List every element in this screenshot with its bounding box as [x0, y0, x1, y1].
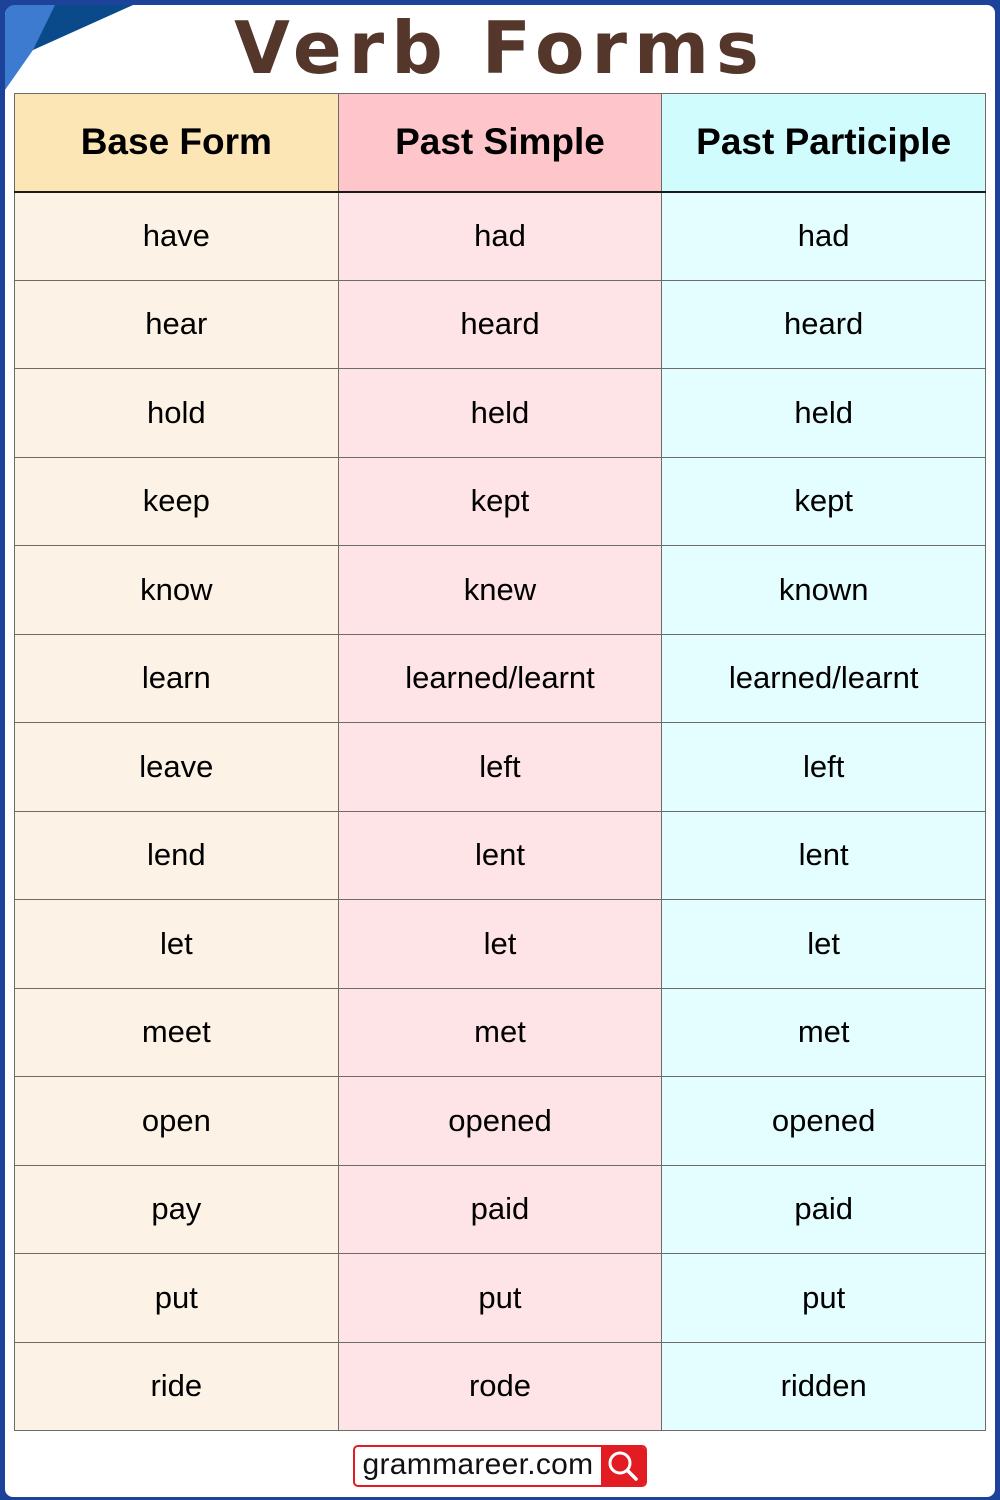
cell-past-simple: left — [338, 723, 662, 812]
table-row — [15, 369, 986, 458]
cell-base-form: have — [15, 192, 339, 281]
cell-base-form: let — [15, 900, 339, 989]
header-past-participle: Past Participle — [662, 94, 986, 192]
site-search-badge[interactable] — [353, 1445, 648, 1487]
cell-past-participle: kept — [662, 457, 986, 546]
search-icon[interactable] — [601, 1447, 645, 1485]
cell-past-participle: had — [662, 192, 986, 281]
cell-past-simple: knew — [338, 546, 662, 635]
cell-past-participle: left — [662, 723, 986, 812]
table-row — [15, 634, 986, 723]
cell-base-form: pay — [15, 1165, 339, 1254]
footer — [5, 1445, 995, 1487]
cell-past-simple: lent — [338, 811, 662, 900]
table-row — [15, 1254, 986, 1343]
table-row — [15, 192, 986, 281]
table-row — [15, 546, 986, 635]
cell-base-form: lend — [15, 811, 339, 900]
page-title: Verb Forms — [234, 6, 766, 90]
table-row — [15, 988, 986, 1077]
site-name: grammareer.com — [362, 1448, 594, 1481]
header-past-simple: Past Simple — [338, 94, 662, 192]
cell-past-participle: let — [662, 900, 986, 989]
cell-base-form: keep — [15, 457, 339, 546]
cell-past-participle: heard — [662, 280, 986, 369]
cell-past-participle: known — [662, 546, 986, 635]
cell-past-participle: put — [662, 1254, 986, 1343]
cell-past-simple: let — [338, 900, 662, 989]
cell-past-participle: opened — [662, 1077, 986, 1166]
page-frame — [5, 5, 995, 1497]
cell-past-simple: put — [338, 1254, 662, 1343]
cell-past-simple: paid — [338, 1165, 662, 1254]
cell-base-form: meet — [15, 988, 339, 1077]
cell-past-participle: met — [662, 988, 986, 1077]
table-row — [15, 811, 986, 900]
cell-base-form: leave — [15, 723, 339, 812]
cell-base-form: hold — [15, 369, 339, 458]
cell-base-form: hear — [15, 280, 339, 369]
cell-past-simple: heard — [338, 280, 662, 369]
table-row — [15, 723, 986, 812]
header-base-form: Base Form — [15, 94, 339, 192]
table-row — [15, 1165, 986, 1254]
table-row — [15, 1342, 986, 1431]
cell-base-form: ride — [15, 1342, 339, 1431]
cell-base-form: learn — [15, 634, 339, 723]
cell-past-participle: ridden — [662, 1342, 986, 1431]
cell-past-simple: met — [338, 988, 662, 1077]
cell-past-simple: had — [338, 192, 662, 281]
cell-past-simple: kept — [338, 457, 662, 546]
cell-past-participle: paid — [662, 1165, 986, 1254]
cell-past-simple: held — [338, 369, 662, 458]
cell-base-form: know — [15, 546, 339, 635]
table-row — [15, 1077, 986, 1166]
table-header-row — [15, 94, 986, 192]
table-row — [15, 457, 986, 546]
cell-base-form: open — [15, 1077, 339, 1166]
cell-past-simple: learned/learnt — [338, 634, 662, 723]
cell-past-participle: learned/learnt — [662, 634, 986, 723]
cell-past-simple: rode — [338, 1342, 662, 1431]
cell-base-form: put — [15, 1254, 339, 1343]
cell-past-simple: opened — [338, 1077, 662, 1166]
cell-past-participle: held — [662, 369, 986, 458]
table-row — [15, 280, 986, 369]
table-row — [15, 900, 986, 989]
verb-forms-table — [14, 93, 986, 1431]
cell-past-participle: lent — [662, 811, 986, 900]
